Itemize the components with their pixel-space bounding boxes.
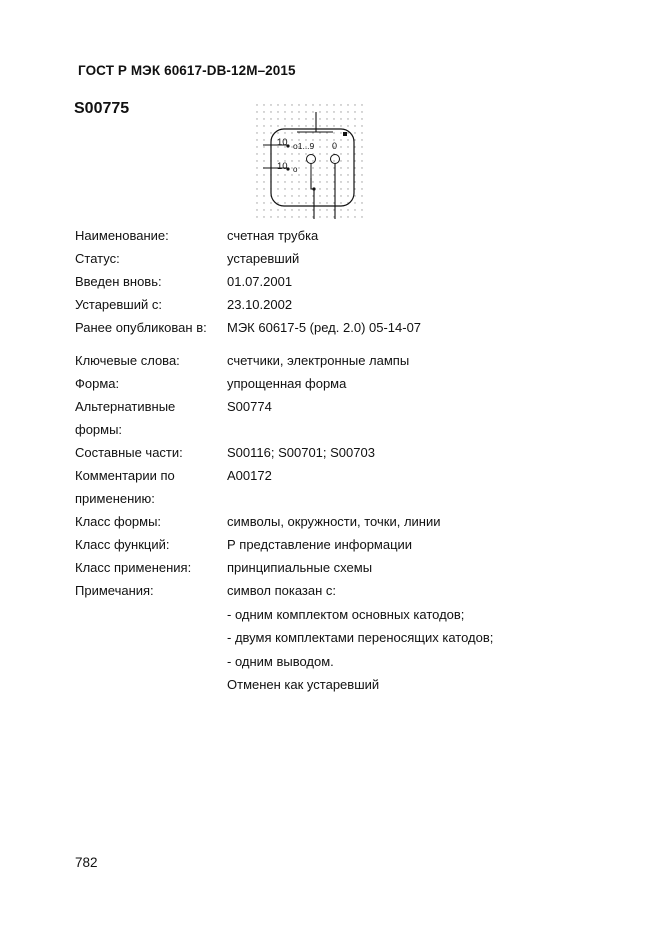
grid-dot (270, 209, 271, 210)
grid-dot (270, 104, 271, 105)
field-row-shape-class (75, 510, 635, 533)
counting-tube-symbol (255, 103, 367, 220)
field-value: счетная трубка (227, 228, 319, 243)
grid-dot (298, 160, 299, 161)
grid-dot (256, 104, 257, 105)
field-label: Альтернативные формы: (75, 399, 176, 437)
grid-dot (270, 118, 271, 119)
field-value: S00116; S00701; S00703 (227, 445, 375, 460)
grid-dot (340, 146, 341, 147)
notes-lines (227, 579, 635, 697)
field-label: Наименование: (75, 228, 169, 243)
field-value: МЭК 60617-5 (ред. 2.0) 05-14-07 (227, 320, 422, 335)
grid-dot (298, 181, 299, 182)
grid-dot (263, 181, 264, 182)
grid-dot (256, 174, 257, 175)
grid-dot (291, 132, 292, 133)
grid-dot (298, 111, 299, 112)
field-value: A00172 (227, 468, 272, 483)
grid-dot (256, 202, 257, 203)
field-label: Примечания: (75, 583, 154, 598)
grid-dot (277, 188, 278, 189)
grid-dot (277, 104, 278, 105)
field-row-obsolete-since (75, 293, 635, 316)
grid-dot (284, 111, 285, 112)
grid-dot (270, 202, 271, 203)
field-label: Форма: (75, 376, 120, 391)
grid-dot (326, 111, 327, 112)
grid-dot (340, 209, 341, 210)
grid-dot (298, 174, 299, 175)
grid-dot (361, 104, 362, 105)
grid-dot (354, 209, 355, 210)
grid-dot (256, 167, 257, 168)
grid-dot (347, 216, 348, 217)
field-label: Ранее опубликован в: (75, 320, 207, 335)
grid-dot (298, 104, 299, 105)
grid-dot (312, 160, 313, 161)
grid-dot (256, 160, 257, 161)
field-value: Р представление информации (227, 537, 413, 552)
grid-dot (347, 125, 348, 126)
grid-dot (347, 167, 348, 168)
grid-dot (319, 216, 320, 217)
grid-dot (277, 209, 278, 210)
grid-dot (326, 118, 327, 119)
grid-dot (305, 111, 306, 112)
grid-dot (263, 153, 264, 154)
grid-dot (277, 118, 278, 119)
grid-dot (354, 216, 355, 217)
grid-dot (340, 132, 341, 133)
grid-dot (333, 132, 334, 133)
grid-dot (319, 209, 320, 210)
grid-dot (326, 139, 327, 140)
grid-dot (326, 209, 327, 210)
grid-dot (319, 104, 320, 105)
grid-dot (305, 125, 306, 126)
grid-dot (298, 202, 299, 203)
field-label: Составные части: (75, 445, 183, 460)
grid-dot (326, 188, 327, 189)
grid-dot (312, 111, 313, 112)
note-line: - одним комплектом основных катодов; (227, 606, 465, 622)
grid-dot (256, 181, 257, 182)
label-range: o1...9 (293, 141, 315, 151)
grid-dot (298, 195, 299, 196)
grid-dot (361, 202, 362, 203)
grid-dot (291, 153, 292, 154)
field-label: Комментарии по применению: (75, 468, 175, 506)
grid-dot (319, 125, 320, 126)
grid-dot (256, 195, 257, 196)
grid-dot (319, 195, 320, 196)
page-number: 782 (75, 855, 98, 870)
grid-dot (347, 111, 348, 112)
corner-dot (343, 132, 347, 136)
field-value: принципиальные схемы (227, 560, 373, 575)
grid-dot (305, 216, 306, 217)
document-header: ГОСТ Р МЭК 60617-DB-12M–2015 (78, 63, 296, 78)
field-label: Класс функций: (75, 537, 170, 552)
grid-dot (361, 188, 362, 189)
grid-dot (312, 118, 313, 119)
grid-dot (361, 160, 362, 161)
grid-dot (319, 167, 320, 168)
grid-dot (326, 167, 327, 168)
grid-dot (347, 139, 348, 140)
grid-dot (340, 167, 341, 168)
grid-dot (291, 160, 292, 161)
symbol-code: S00775 (74, 100, 130, 117)
grid-dot (340, 104, 341, 105)
grid-dot (263, 188, 264, 189)
field-label: Ключевые слова: (75, 353, 180, 368)
grid-dot (256, 118, 257, 119)
grid-dot (333, 125, 334, 126)
grid-dot (340, 125, 341, 126)
grid-dot (284, 209, 285, 210)
grid-dot (354, 195, 355, 196)
field-row-function-class (75, 533, 635, 556)
grid-dot (319, 139, 320, 140)
grid-dot (361, 111, 362, 112)
grid-dot (312, 174, 313, 175)
grid-dot (340, 216, 341, 217)
field-label: Устаревший с: (75, 297, 162, 312)
right-electrode-circle (331, 155, 340, 164)
grid-dot (319, 181, 320, 182)
grid-dot (291, 195, 292, 196)
grid-dot (340, 181, 341, 182)
grid-dot (361, 125, 362, 126)
grid-dot (263, 146, 264, 147)
grid-dot (298, 188, 299, 189)
grid-dot (284, 153, 285, 154)
grid-dot (263, 132, 264, 133)
grid-dot (305, 104, 306, 105)
grid-dot (333, 160, 334, 161)
field-row-notes (75, 579, 635, 697)
grid-dot (326, 146, 327, 147)
attribute-table (75, 224, 635, 697)
grid-dot (347, 195, 348, 196)
grid-dot (291, 174, 292, 175)
grid-dot (326, 216, 327, 217)
grid-dot (298, 125, 299, 126)
grid-dot (319, 174, 320, 175)
grid-dot (263, 195, 264, 196)
grid-dot (305, 167, 306, 168)
field-row-application-class (75, 556, 635, 579)
output-lead (311, 178, 314, 219)
grid-dot (347, 160, 348, 161)
field-row-components (75, 441, 635, 464)
grid-dot (361, 132, 362, 133)
field-row-previously-published (75, 316, 635, 339)
grid-dot (319, 188, 320, 189)
grid-dot (256, 111, 257, 112)
section-gap (75, 339, 635, 349)
grid-dot (270, 125, 271, 126)
grid-dot (256, 139, 257, 140)
grid-dot (263, 111, 264, 112)
grid-dot (291, 181, 292, 182)
grid-dot (326, 125, 327, 126)
note-line: символ показан с: (227, 583, 337, 598)
grid-dot (333, 111, 334, 112)
grid-dot (305, 195, 306, 196)
grid-dot (263, 209, 264, 210)
grid-dot (340, 174, 341, 175)
grid-dot (284, 174, 285, 175)
field-value: устаревший (227, 251, 300, 266)
grid-dot (256, 132, 257, 133)
grid-dot (340, 139, 341, 140)
field-label: Статус: (75, 251, 120, 266)
grid-dot (263, 160, 264, 161)
grid-dot (291, 202, 292, 203)
label-o-bottom: o (293, 165, 298, 174)
field-row-application-comments (75, 464, 635, 510)
field-row-alternative-forms (75, 395, 635, 441)
grid-dot (284, 202, 285, 203)
grid-dot (361, 167, 362, 168)
grid-dot (354, 202, 355, 203)
grid-dot (326, 160, 327, 161)
grid-dot (305, 188, 306, 189)
note-line: - двумя комплектами переносящих катодов; (227, 630, 494, 645)
grid-dot (291, 209, 292, 210)
grid-dot (263, 216, 264, 217)
grid-dot (361, 209, 362, 210)
grid-dot (326, 104, 327, 105)
grid-dot (284, 181, 285, 182)
grid-dot (277, 195, 278, 196)
grid-dot (284, 104, 285, 105)
grid-dot (263, 118, 264, 119)
grid-dot (326, 181, 327, 182)
grid-dot (333, 104, 334, 105)
grid-dot (326, 195, 327, 196)
grid-dot (277, 111, 278, 112)
grid-dot (354, 111, 355, 112)
label-ten-bottom: 10 (277, 161, 288, 172)
grid-dot (277, 125, 278, 126)
grid-dot (347, 181, 348, 182)
field-label: Введен вновь: (75, 274, 162, 289)
grid-dot (263, 202, 264, 203)
grid-dot (305, 118, 306, 119)
grid-dot (354, 125, 355, 126)
grid-dot (312, 167, 313, 168)
grid-dot (284, 195, 285, 196)
grid-dot (312, 181, 313, 182)
grid-dot (291, 111, 292, 112)
grid-dot (298, 167, 299, 168)
grid-dot (361, 139, 362, 140)
grid-dot (277, 153, 278, 154)
grid-dot (277, 174, 278, 175)
field-value: S00774 (227, 399, 272, 414)
grid-dot (340, 188, 341, 189)
grid-dot (256, 125, 257, 126)
grid-dot (319, 118, 320, 119)
grid-dot (326, 174, 327, 175)
grid-dot (312, 104, 313, 105)
grid-dot (354, 132, 355, 133)
grid-dot (319, 202, 320, 203)
note-line: Отменен как устаревший (227, 677, 380, 692)
grid-dot (256, 188, 257, 189)
grid-dot (256, 153, 257, 154)
grid-dot (312, 125, 313, 126)
grid-dot (347, 146, 348, 147)
grid-dot (347, 132, 348, 133)
grid-dot (298, 216, 299, 217)
grid-dot (305, 181, 306, 182)
grid-dot (263, 174, 264, 175)
field-row-status (75, 247, 635, 270)
dot-grid (256, 104, 362, 217)
grid-dot (277, 202, 278, 203)
grid-dot (291, 188, 292, 189)
grid-dot (284, 216, 285, 217)
grid-dot (347, 118, 348, 119)
grid-dot (291, 216, 292, 217)
grid-dot (277, 181, 278, 182)
grid-dot (347, 174, 348, 175)
grid-dot (347, 104, 348, 105)
grid-dot (270, 132, 271, 133)
field-row-keywords (75, 349, 635, 372)
field-value: 01.07.2001 (227, 274, 293, 289)
grid-dot (340, 202, 341, 203)
field-row-form (75, 372, 635, 395)
grid-dot (263, 139, 264, 140)
grid-dot (326, 202, 327, 203)
grid-dot (333, 118, 334, 119)
field-label: Класс формы: (75, 514, 162, 529)
grid-dot (305, 209, 306, 210)
field-value: 23.10.2002 (227, 297, 293, 312)
grid-dot (326, 153, 327, 154)
grid-dot (291, 125, 292, 126)
grid-dot (319, 146, 320, 147)
grid-dot (277, 132, 278, 133)
grid-dot (284, 125, 285, 126)
grid-dot (305, 202, 306, 203)
label-ten-top: 10 (277, 137, 288, 148)
grid-dot (270, 216, 271, 217)
grid-dot (284, 132, 285, 133)
grid-dot (340, 195, 341, 196)
grid-dot (263, 104, 264, 105)
field-row-name (75, 224, 635, 247)
field-row-introduced (75, 270, 635, 293)
field-value: счетчики, электронные лампы (227, 353, 410, 368)
grid-dot (361, 216, 362, 217)
field-label: Класс применения: (75, 560, 192, 575)
grid-dot (361, 174, 362, 175)
grid-dot (361, 153, 362, 154)
grid-dot (284, 118, 285, 119)
grid-dot (340, 111, 341, 112)
grid-dot (361, 181, 362, 182)
grid-dot (361, 195, 362, 196)
note-line: - одним выводом. (227, 653, 334, 669)
grid-dot (347, 153, 348, 154)
grid-dot (319, 111, 320, 112)
grid-dot (361, 118, 362, 119)
grid-dot (256, 209, 257, 210)
label-zero: 0 (332, 141, 338, 151)
grid-dot (298, 118, 299, 119)
field-value: символы, окружности, точки, линии (227, 514, 441, 529)
grid-dot (298, 153, 299, 154)
grid-dot (270, 111, 271, 112)
grid-dot (319, 160, 320, 161)
grid-dot (347, 188, 348, 189)
grid-dot (291, 118, 292, 119)
grid-dot (354, 118, 355, 119)
grid-dot (291, 104, 292, 105)
grid-dot (347, 209, 348, 210)
grid-dot (277, 216, 278, 217)
grid-dot (340, 118, 341, 119)
grid-dot (284, 188, 285, 189)
grid-dot (361, 146, 362, 147)
grid-dot (305, 174, 306, 175)
grid-dot (305, 153, 306, 154)
grid-dot (354, 104, 355, 105)
grid-dot (319, 153, 320, 154)
field-value: упрощенная форма (227, 376, 347, 391)
left-electrode-circle (307, 155, 316, 164)
grid-dot (256, 146, 257, 147)
grid-dot (298, 209, 299, 210)
grid-dot (340, 153, 341, 154)
grid-dot (256, 216, 257, 217)
grid-dot (340, 160, 341, 161)
grid-dot (263, 125, 264, 126)
output-dot (312, 187, 315, 190)
